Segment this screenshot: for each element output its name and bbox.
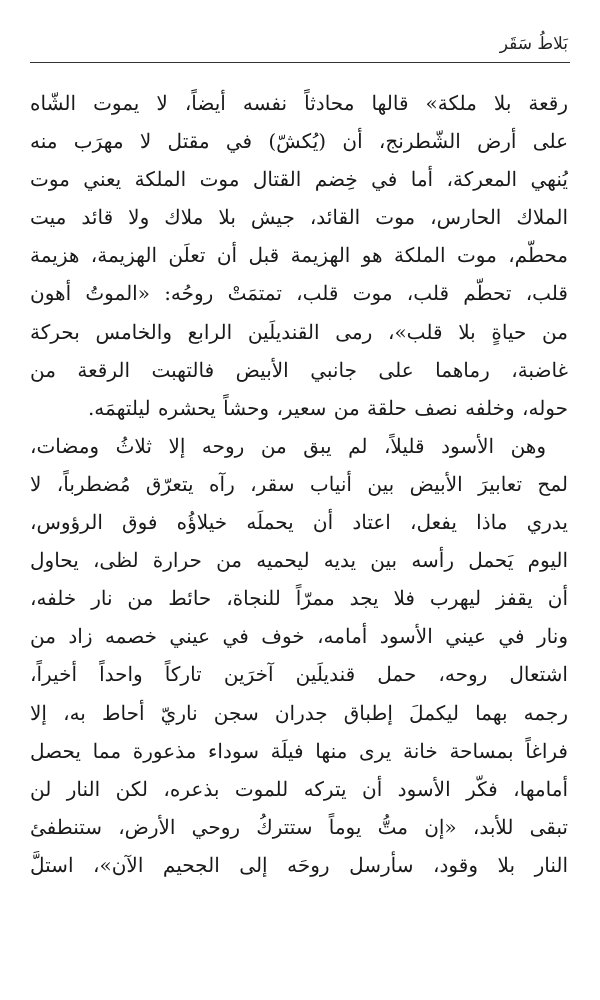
text-line: النار بلا وقود، سأرسل روحَه إلى الجحيم الآن»، استلَّ [30,852,568,877]
text-line: اشتعال روحه، حمل قنديلَين آخرَين تاركاً واحداً أخيراً، [30,662,568,687]
running-header: بَلاطُ سَقَر [499,34,568,54]
paragraph [30,84,568,427]
text-line: غاضبة، رماهما على جانبي الأبيض فالتهبت الرقعة من [30,357,568,382]
text-line: قلب، تحطّم قلب، موت قلب، تمتمَتْ روحُه: «الموتُ أهون [30,281,568,306]
text-line: رجمه بهما ليكملَ إطباق جدران سجن ناريّ أحاط به، إلا [30,700,568,725]
text-line: أن يقفز ليهرب فلا يجد ممرّاً للنجاة، حائط من نار خلفه، [30,586,568,611]
text-line: يُنهي المعركة، أما في خِضم القتال موت الملكة يعني موت [30,167,568,192]
header-rule [30,62,570,63]
text-line: لمح تعابيرَ الأبيض بين أنياب سقر، رآه يتعرّق مُضطرباً، لا [30,471,568,496]
text-line: فراغاً بمساحة خانة يرى منها فيلَة سوداء مذعورة مما يحصل [30,738,568,763]
text-line: من حياةٍ بلا قلب»، رمى القنديلَين الرابع والخامس بحركة [30,319,568,344]
body-text [30,84,568,884]
text-line: وهن الأسود قليلاً، لم يبق من روحه إلا ثلاثُ ومضات، [30,433,546,458]
text-line: اليوم يَحمل رأسه بين يديه ليحميه من حرارة لظى، يحاول [30,548,568,573]
text-line: على أرض الشّطرنج، أن (يُكشّ) في مقتل لا مهرَب منه [30,129,568,154]
text-line: الملاك الحارس، موت القائد، جيش بلا ملاك ولا قائد ميت [30,205,568,230]
paragraph [30,427,568,884]
text-line: حوله، وخلفه نصف حلقة من سعير، وحشاً يحشره ليلتهمَه. [87,395,568,420]
text-line: تبقى للأبد، «إن متُّ يوماً ستتركُ روحي الأرض، ستنطفئ [30,814,568,839]
text-line: رقعة بلا ملكة» قالها محادثاً نفسه أيضاً، لا يموت الشّاه [30,91,568,115]
text-line: أمامها، فكّر الأسود أن يتركه للموت بذعره، لكن النار لن [30,776,568,801]
text-line: ونار في عيني الأسود أمامه، خوف في عيني خصمه زاد من [30,624,568,649]
text-line: يدري ماذا يفعل، اعتاد أن يحملَه خيلاؤُه فوق الرؤوس، [30,510,568,535]
text-line: محطّم، موت الملكة هو الهزيمة قبل أن تعلَن الهزيمة، هزيمة [30,243,568,268]
